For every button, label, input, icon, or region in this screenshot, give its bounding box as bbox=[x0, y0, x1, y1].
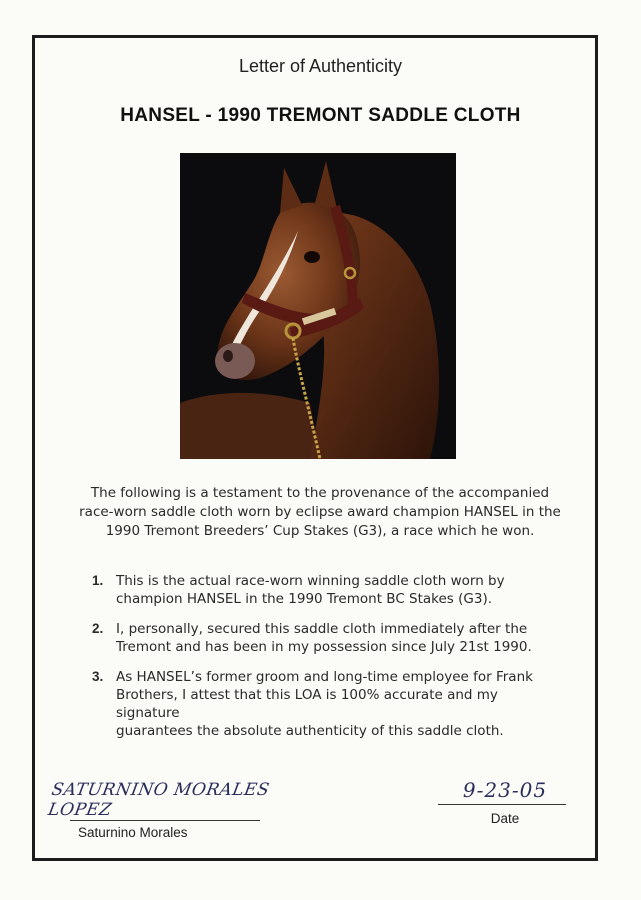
signature-block bbox=[46, 780, 300, 840]
signature-line bbox=[70, 820, 260, 821]
date-label: Date bbox=[490, 811, 520, 826]
intro-line: The following is a testament to the provenance of the accompanied bbox=[90, 485, 550, 501]
statement-line: guarantees the absolute authenticity of this saddle cloth. bbox=[116, 723, 504, 739]
date-line bbox=[438, 804, 566, 805]
statement-number: 2. bbox=[92, 621, 104, 636]
intro-line: 1990 Tremont Breeders’ Cup Stakes (G3), a race which he won. bbox=[105, 523, 535, 539]
signer-printed-name: Saturnino Morales bbox=[78, 825, 188, 840]
statement-item bbox=[92, 572, 562, 608]
date-block bbox=[435, 778, 575, 826]
authenticity-statements bbox=[92, 572, 562, 752]
statement-number: 3. bbox=[92, 669, 104, 684]
statement-item bbox=[92, 668, 562, 740]
document-title: Letter of Authenticity bbox=[238, 56, 403, 76]
horse-photo bbox=[180, 153, 456, 459]
handwritten-date: 9-23-05 bbox=[462, 778, 548, 802]
statement-line: Brothers, I attest that this LOA is 100% accurate and my signature bbox=[116, 687, 498, 721]
statement-item bbox=[92, 620, 562, 656]
handwritten-signature: SATURNINO MORALES LOPEZ bbox=[46, 780, 272, 820]
statement-line: Tremont and has been in my possession since July 21st 1990. bbox=[116, 639, 532, 655]
horse-portrait-image bbox=[180, 153, 456, 459]
statement-line: champion HANSEL in the 1990 Tremont BC Stakes (G3). bbox=[116, 591, 493, 607]
intro-line: race-worn saddle cloth worn by eclipse award champion HANSEL in the bbox=[79, 504, 561, 520]
statement-line: This is the actual race-worn winning saddle cloth worn by bbox=[116, 573, 505, 589]
statement-line: I, personally, secured this saddle cloth immediately after the bbox=[116, 621, 528, 637]
statement-line: As HANSEL’s former groom and long-time employee for Frank bbox=[116, 669, 533, 685]
statement-number: 1. bbox=[92, 573, 104, 588]
provenance-intro bbox=[62, 484, 578, 541]
document-subtitle: HANSEL - 1990 TREMONT SADDLE CLOTH bbox=[120, 105, 521, 126]
